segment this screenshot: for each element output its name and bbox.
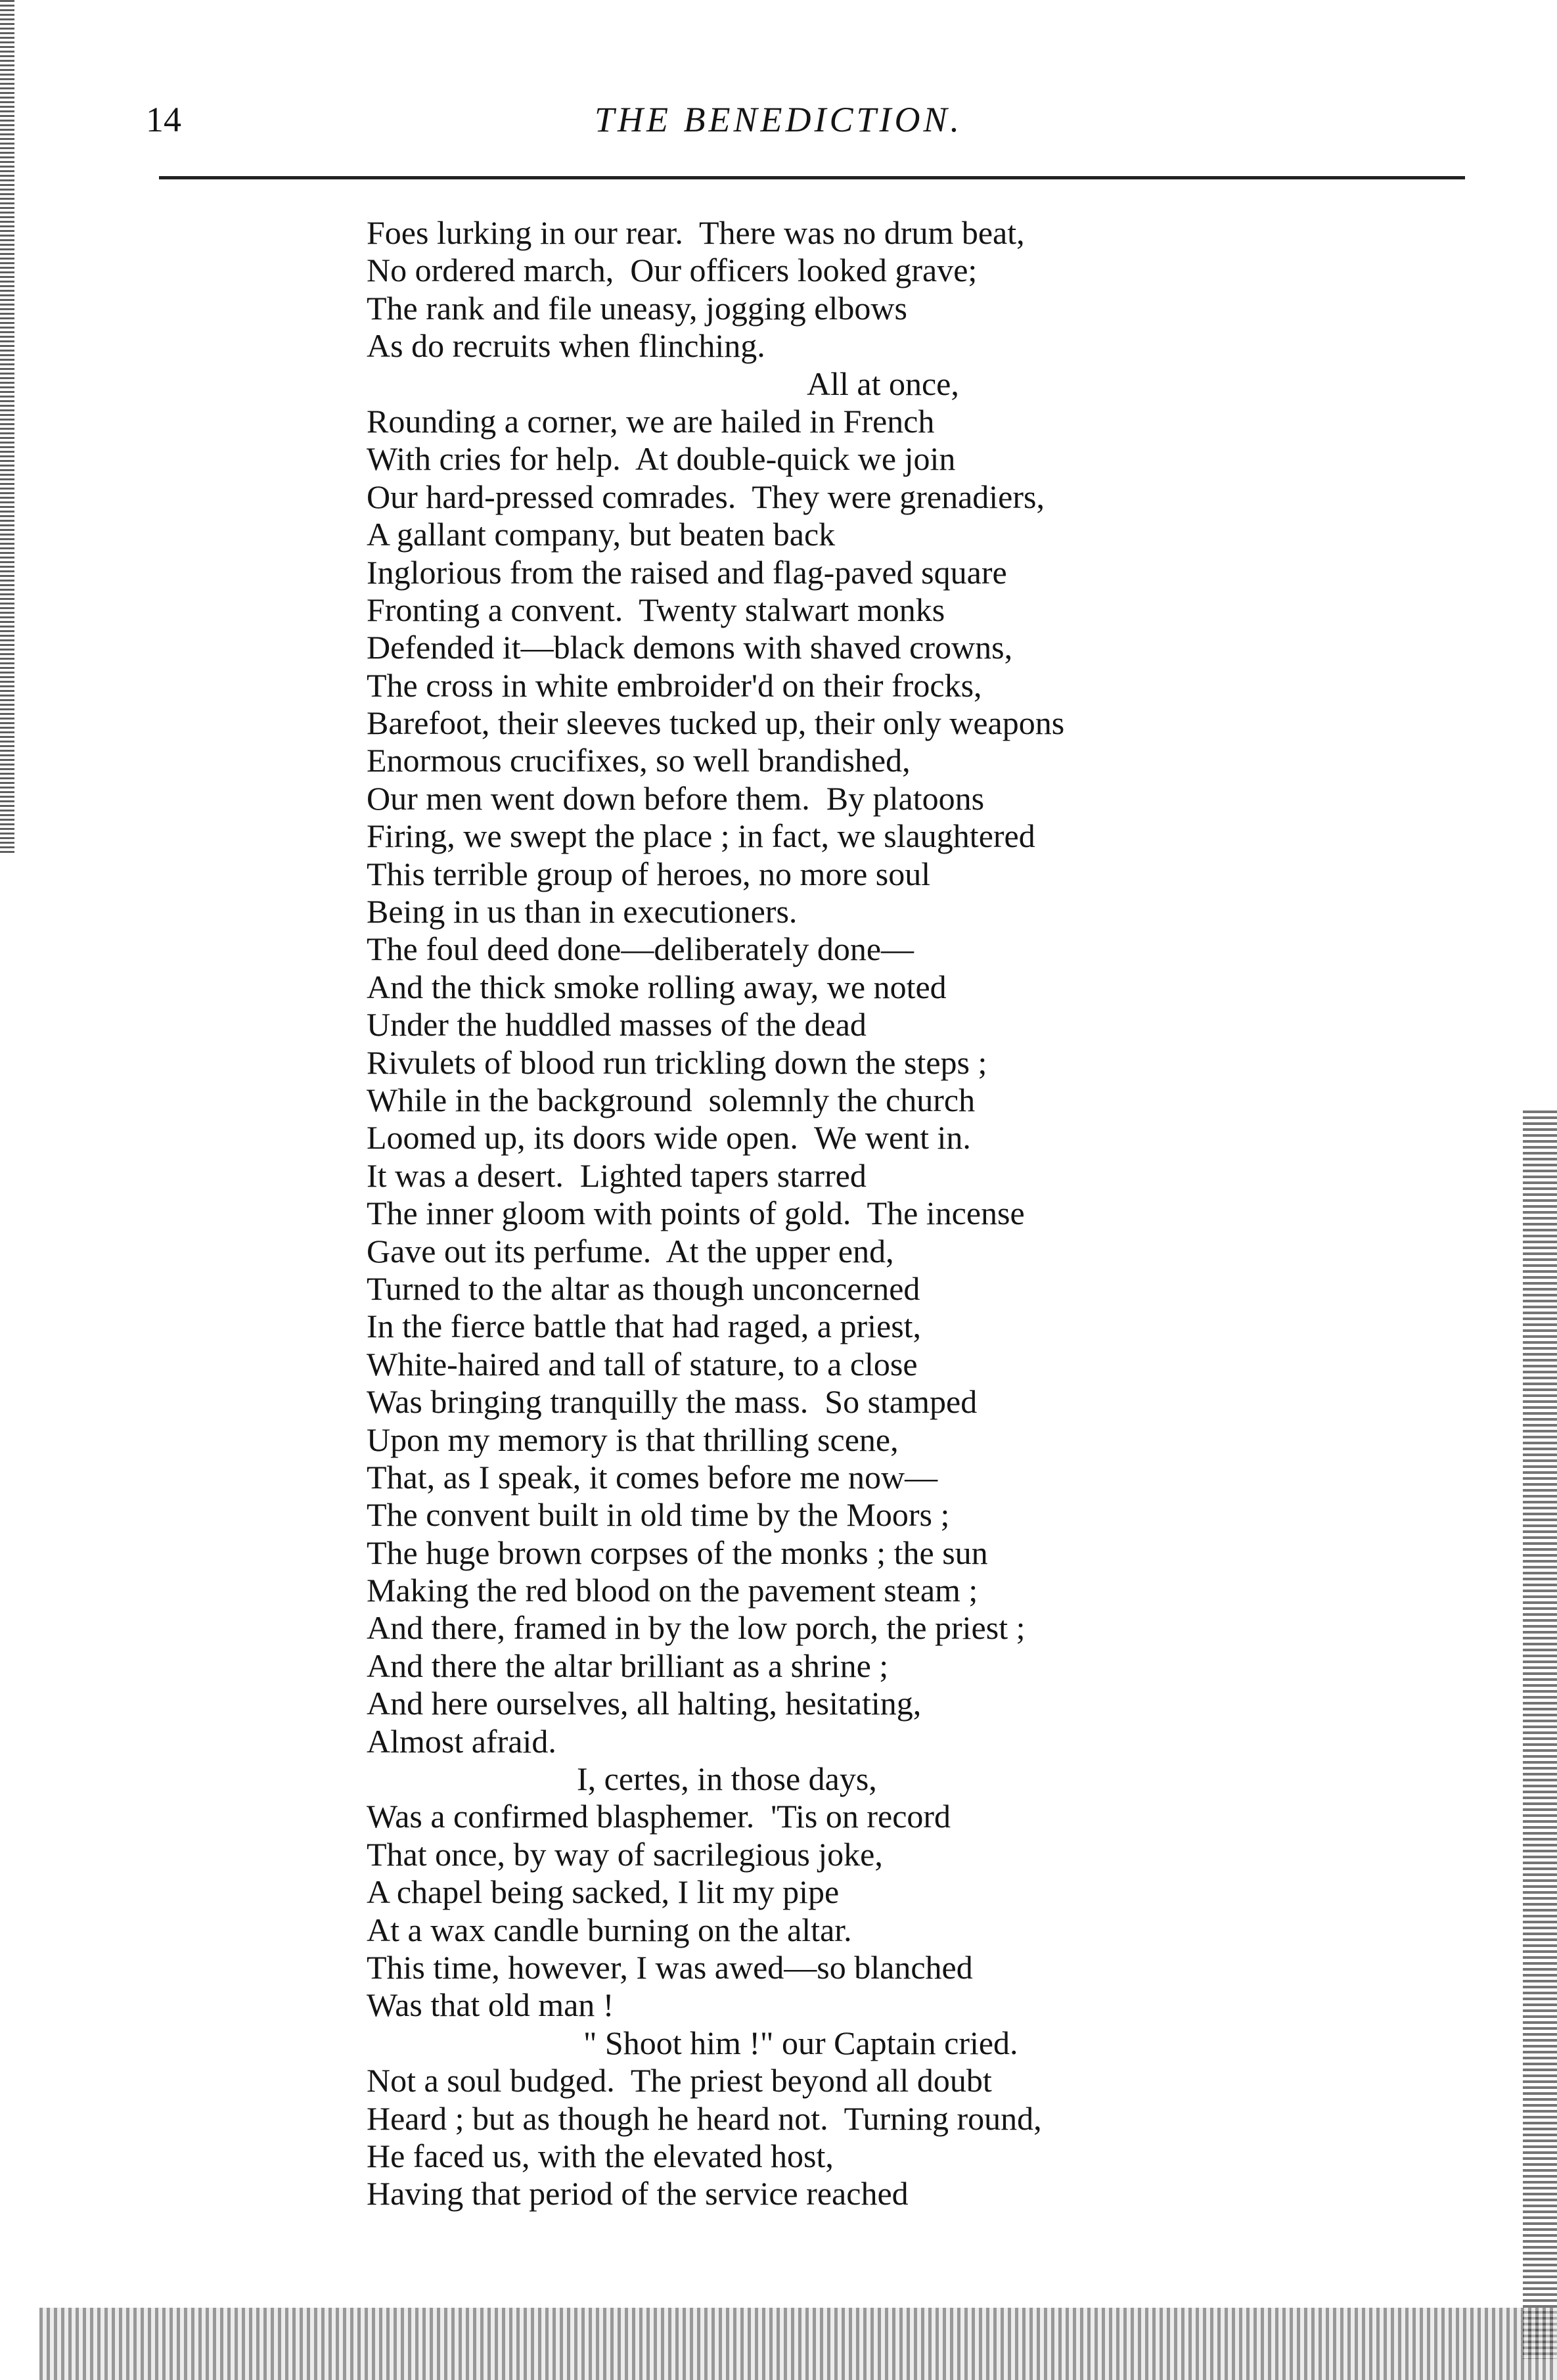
verse-line: As do recruits when flinching. [367, 327, 765, 365]
verse-line: The foul deed done—deliberately done— [367, 930, 914, 968]
verse-line: Almost afraid. [367, 1722, 556, 1760]
verse-line: And there the altar brilliant as a shrine ; [367, 1647, 889, 1684]
verse-line: Under the huddled masses of the dead [367, 1006, 867, 1043]
verse-line: Defended it—black demons with shaved crowns, [367, 629, 1013, 666]
poem-body [367, 214, 1483, 2213]
verse-line: The inner gloom with points of gold. The incense [367, 1195, 1025, 1232]
verse-line: Was that old man ! [367, 1986, 614, 2024]
verse-line: At a wax candle burning on the altar. [367, 1911, 852, 1948]
verse-line: The cross in white embroider'd on their frocks, [367, 666, 982, 704]
verse-line: He faced us, with the elevated host, [367, 2137, 834, 2174]
verse-line: Having that period of the service reached [367, 2175, 909, 2212]
verse-line: Upon my memory is that thrilling scene, [367, 1421, 899, 1458]
verse-line-indented: I, certes, in those days, [577, 1760, 877, 1798]
verse-line: Turned to the altar as though unconcerned [367, 1270, 920, 1307]
verse-line: And here ourselves, all halting, hesitating, [367, 1685, 922, 1722]
verse-line: That once, by way of sacrilegious joke, [367, 1835, 883, 1873]
verse-line: This terrible group of heroes, no more soul [367, 855, 931, 892]
verse-line: That, as I speak, it comes before me now— [367, 1458, 938, 1496]
verse-line-indented: All at once, [807, 365, 959, 402]
verse-line: Fronting a convent. Twenty stalwart monks [367, 591, 945, 628]
verse-line: Firing, we swept the place ; in fact, we slaughtered [367, 817, 1035, 855]
verse-line: This time, however, I was awed—so blanched [367, 1948, 973, 1986]
verse-line: Foes lurking in our rear. There was no drum beat, [367, 214, 1025, 251]
verse-line: While in the background solemnly the church [367, 1081, 976, 1118]
verse-line: The huge brown corpses of the monks ; the sun [367, 1534, 988, 1571]
verse-line: White-haired and tall of stature, to a close [367, 1345, 918, 1383]
scan-edge-bottom [39, 2308, 1557, 2380]
running-title: THE BENEDICTION. [594, 100, 962, 139]
verse-line: Barefoot, their sleeves tucked up, their only weapons [367, 704, 1065, 742]
header-rule [159, 176, 1465, 179]
verse-line: Was a confirmed blasphemer. 'Tis on record [367, 1798, 951, 1835]
verse-line: The rank and file uneasy, jogging elbows [367, 289, 907, 327]
verse-line: No ordered march, Our officers looked grave; [367, 252, 978, 289]
verse-line: With cries for help. At double-quick we join [367, 440, 956, 478]
page-number: 14 [146, 100, 181, 139]
verse-line-indented: " Shoot him !" our Captain cried. [583, 2024, 1018, 2061]
verse-line: Loomed up, its doors wide open. We went in. [367, 1119, 971, 1156]
verse-line: Gave out its perfume. At the upper end, [367, 1232, 894, 1270]
verse-line: Our hard-pressed comrades. They were grenadiers, [367, 478, 1045, 515]
verse-line: Enormous crucifixes, so well brandished, [367, 742, 911, 779]
verse-line: Not a soul budged. The priest beyond all doubt [367, 2062, 992, 2099]
verse-line: Rivulets of blood run trickling down the steps ; [367, 1043, 987, 1081]
verse-line: In the fierce battle that had raged, a priest, [367, 1308, 922, 1345]
verse-line: A gallant company, but beaten back [367, 516, 836, 553]
verse-line: Heard ; but as though he heard not. Turning round, [367, 2099, 1042, 2137]
verse-line: Our men went down before them. By platoons [367, 779, 985, 817]
verse-line: Making the red blood on the pavement steam ; [367, 1572, 978, 1609]
verse-line: Inglorious from the raised and flag-paved square [367, 553, 1007, 591]
verse-line: Being in us than in executioners. [367, 893, 798, 930]
verse-line: And the thick smoke rolling away, we noted [367, 968, 947, 1005]
scan-edge-right [1523, 1110, 1557, 2359]
verse-line: It was a desert. Lighted tapers starred [367, 1156, 867, 1194]
verse-line: A chapel being sacked, I lit my pipe [367, 1873, 840, 1911]
verse-line: Was bringing tranquilly the mass. So stamped [367, 1383, 978, 1421]
verse-line: And there, framed in by the low porch, the priest ; [367, 1609, 1026, 1647]
verse-line: Rounding a corner, we are hailed in French [367, 402, 935, 440]
verse-line: The convent built in old time by the Moors ; [367, 1496, 950, 1534]
